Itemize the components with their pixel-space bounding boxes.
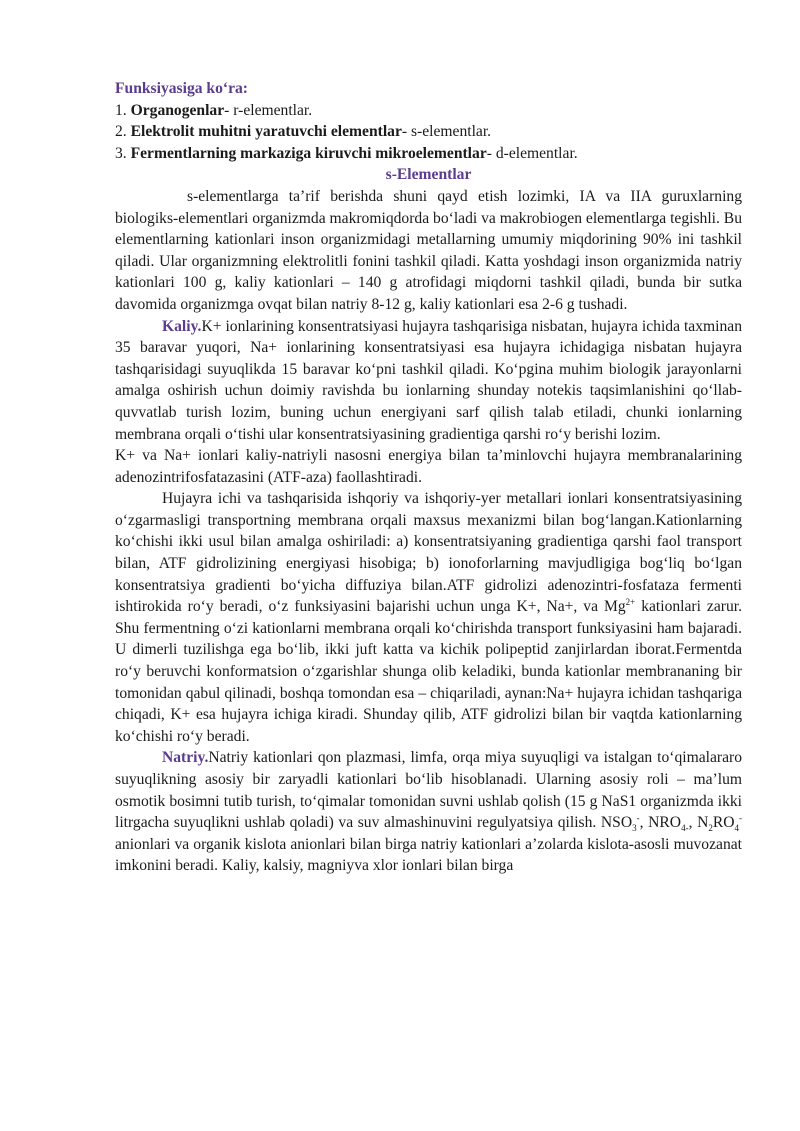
list-text: - d-elementlar. bbox=[486, 144, 578, 162]
paragraph-kaliy bbox=[115, 316, 742, 446]
natriy-text-d: RO bbox=[712, 814, 735, 832]
paragraph-transport bbox=[115, 488, 742, 747]
list-term: Organogenlar bbox=[130, 101, 225, 119]
list-term: Fermentlarning markaziga kiruvchi mikroelementlar bbox=[130, 144, 487, 162]
term-natriy: Natriy. bbox=[162, 749, 209, 767]
formula-superscript: - bbox=[739, 813, 742, 823]
paragraph-natriy bbox=[115, 747, 742, 877]
natriy-text-e: anionlari va organik kislota anionlari bilan birga natriy kationlari a’zolarda kislota-asosli muvozanat imkonini beradi. Kaliy, kalsiy, magniyva xlor ionlari bilan birga bbox=[115, 835, 742, 875]
list-number: 2. bbox=[115, 123, 131, 141]
section-title: s-Elementlar bbox=[385, 166, 472, 184]
formula-superscript: - bbox=[636, 813, 640, 823]
formula-subscript: 2 bbox=[708, 823, 713, 834]
list-text: - s-elementlar. bbox=[401, 123, 492, 141]
natriy-text-b: , NRO bbox=[639, 814, 682, 832]
formula-subscript: 4- bbox=[681, 823, 689, 834]
list-item-3 bbox=[115, 143, 742, 165]
formula-subscript: 4 bbox=[734, 823, 739, 834]
list-number: 3. bbox=[115, 144, 131, 162]
formula-subscript: 3 bbox=[632, 823, 637, 834]
list-item-2 bbox=[115, 121, 742, 143]
transport-text-b: kationlari zarur. Shu fermentning o‘zi kationlarni membrana orqali ko‘chirishda transport funksiyasini ham bajaradi. U dimerli tuzilishga ega bo‘lib, ikki juft katta va kichik polipeptid zanjirlardan iborat.Fermentda ro‘y beruvchi konformatsion o‘zgarishlar shunga olib keladiki, bunda kationlar membrananing bir tomonidan qabul qilinadi, boshqa tomondan esa – chiqariladi, aynan:Na+ hujayra ichidan tashqariga chiqadi, K+ esa hujayra ichiga kiradi. Shunday qilib, ATF gidrolizi bilan bir vaqtda kationlarning ko‘chishi ro‘y beradi. bbox=[115, 598, 742, 745]
paragraph-kaliy-text: K+ ionlarining konsentratsiyasi hujayra tashqarisiga nisbatan, hujayra ichida taxminan 35 baravar yuqori, Na+ ionlarining konsentratsiyasi esa hujayra ichidagiga nisbatan hujayra tashqarisidagi suyuqlikda 15 baravar ko‘pni tashkil qiladi. Ko‘pgina muhim biologik jarayonlarni amalga oshirish uchun doimiy ravishda bu ionlarning shunday notekis taqsimlanishini qo‘llab-quvvatlab turish lozim, buning uchun energiyani sarf qilish talab etiladi, chunki ionlarning membrana orqali o‘tishi ular konsentratsiyasining gradientiga qarshi ro‘y berishi lozim. bbox=[115, 317, 742, 443]
paragraph-intro: s-elementlarga ta’rif berishda shuni qayd etish lozimki, IA va IIA guruxlarning biologiks-elementlari organizmda makromiqdorda bo‘ladi va makrobiogen elementlarga tegishli. Bu elementlarning kationlari inson organizmidagi metallarning umumiy miqdorining 90% ini tashkil qiladi. Ular organizmning elektrolitli fonini tashkil qiladi. Katta yoshdagi inson organizmida natriy kationlari 100 g, kaliy kationlari – 140 g atrofidagi miqdorni tashkil qiladi, bunda bir sutka davomida organizmga ovqat bilan natriy 8-12 g, kaliy kationlari esa 2-6 g tushadi. bbox=[115, 187, 742, 313]
paragraph-atf-aza: K+ va Na+ ionlari kaliy-natriyli nasosni energiya bilan ta’minlovchi hujayra membranalarining adenozintrifosfatazasini (ATF-aza) faollashtiradi. bbox=[115, 447, 742, 486]
mg-charge: 2+ bbox=[625, 597, 636, 608]
list-number: 1. bbox=[115, 101, 131, 119]
natriy-text-c: , N bbox=[688, 814, 709, 832]
list-text: - r-elementlar. bbox=[224, 101, 313, 119]
function-heading: Funksiyasiga ko‘ra: bbox=[115, 80, 249, 97]
natriy-text-a: Natriy kationlari qon plazmasi, limfa, orqa miya suyuqligi va istalgan to‘qimalararo suyuqlikning asosiy bir zaryadli kationlari bo‘lib hisoblanadi. Ularning asosiy roli – ma’lum osmotik bosimni tutib turish, to‘qimalar tomonidan suvni ushlab qolish (15 g NaS1 organizmda ikki litrgacha suyuqlikni ushlab qoladi) va suv almashinuvini regulyatsiya qilish. NSO bbox=[115, 749, 742, 832]
list-item-1 bbox=[115, 100, 742, 122]
term-kaliy: Kaliy. bbox=[162, 317, 202, 335]
transport-text-a: Hujayra ichi va tashqarisida ishqoriy va ishqoriy-yer metallari ionlari konsentratsiyasining o‘zgarmasligi transportning membrana orqali maxsus mexanizmi bilan bog‘langan.Kationlarning ko‘chishi ikki usul bilan amalga oshiriladi: a) konsentratsiyaning gradientiga qarshi faol transport bilan, ATF gidrolizining energiyasi hisobiga; b) ionoforlarning mavjudligiga bog‘liq bo‘lgan konsentratsiya gradienti bo‘yicha diffuziya bilan.ATF gidrolizi adenozintri-fosfataza fermenti ishtirokida ro‘y beradi, o‘z funksiyasini bajarishi uchun unga K+, Na+, va Mg bbox=[115, 490, 742, 616]
list-term: Elektrolit muhitni yaratuvchi elementlar bbox=[130, 123, 402, 141]
